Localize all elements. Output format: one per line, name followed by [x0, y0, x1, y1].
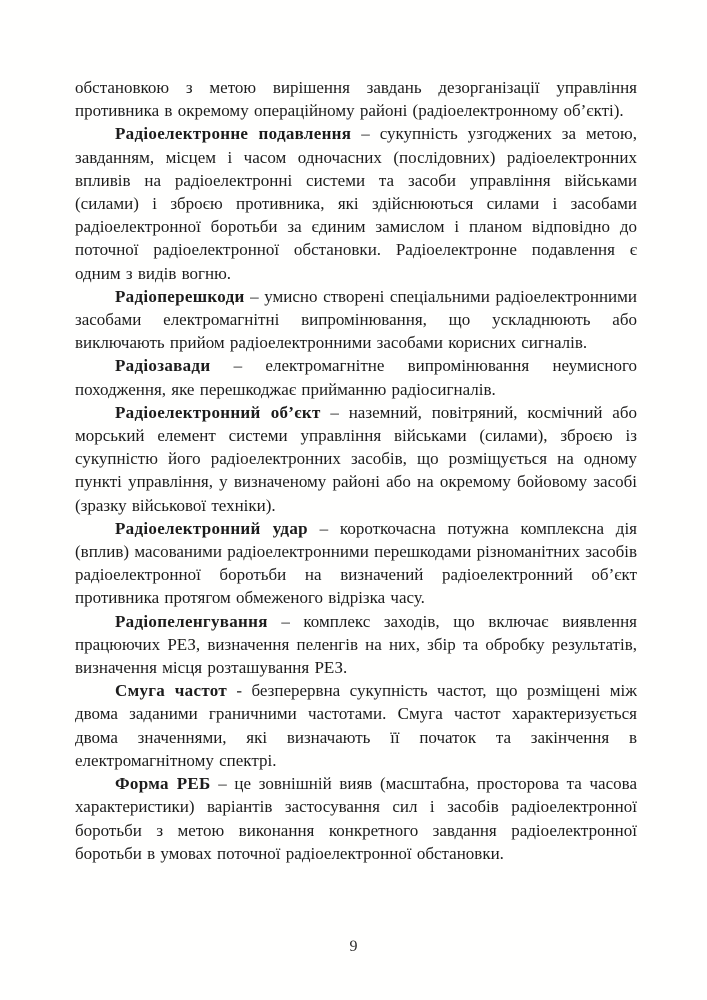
paragraph-continuation	[75, 76, 637, 122]
term-definition: – електромагнітне випромінювання неумисного походження, яке перешкоджає прийманню радіосигналів.	[75, 356, 637, 399]
paragraph-term-smuha-chastot	[75, 679, 637, 772]
term-label: Радіоперешкоди	[115, 286, 245, 306]
paragraph-term-radioelektronnyi-udar	[75, 517, 637, 610]
paragraph-term-radiozavady	[75, 354, 637, 400]
term-label: Смуга частот	[115, 681, 227, 701]
term-definition: - безперервна сукупність частот, що розміщені між двома заданими граничними частотами. Смуга частот характеризується двома значеннями, які визначають її початок та закінчення в електромагнітному спектрі.	[75, 681, 638, 770]
paragraph-term-radioelektronnyi-obiekt	[75, 401, 637, 517]
paragraph-term-radiopereshkody	[75, 285, 637, 355]
term-label: Радіозавади	[115, 356, 211, 376]
term-definition: – це зовнішній вияв (масштабна, просторова та часова характеристики) варіантів застосування сил і засобів радіоелектронної боротьби з метою виконання конкретного завдання радіоелектронної боротьби в умовах поточної радіоелектронної обстановки.	[75, 774, 637, 863]
paragraph-term-radiopelenhuvannia	[75, 610, 637, 680]
term-definition: – умисно створені спеціальними радіоелектронними засобами електромагнітні випромінювання, що ускладнюють або виключають прийом радіоелектронними засобами корисних сигналів.	[75, 286, 637, 353]
term-definition: – комплекс заходів, що включає виявлення працюючих РЕЗ, визначення пеленгів на них, збір та обробку результатів, визначення місця розташування РЕЗ.	[75, 611, 637, 678]
page-number: 9	[349, 938, 358, 955]
page-footer	[0, 938, 707, 956]
text-block	[75, 76, 637, 865]
paragraph-term-radioelektronne-podavlennia	[75, 122, 637, 284]
term-label: Радіопеленгування	[115, 611, 268, 631]
term-label: Радіоелектронний удар	[115, 518, 308, 538]
term-label: Радіоелектронне подавлення	[115, 124, 352, 144]
term-definition: – наземний, повітряний, космічний або морський елемент системи управління військами (силами), зброєю із сукупністю його радіоелектронних засобів, що розміщується на одному пункті управління, у визначеному районі або на окремому бойовому засобі (зразку військової техніки).	[75, 402, 637, 515]
term-label: Форма РЕБ	[115, 774, 211, 794]
paragraph-term-forma-reb	[75, 772, 637, 865]
term-definition: – короткочасна потужна комплексна дія (вплив) масованими радіоелектронними перешкодами різноманітних засобів радіоелектронної боротьби на визначений радіоелектронний об’єкт противника протягом обмеженого відрізка часу.	[75, 518, 638, 608]
term-label: Радіоелектронний об’єкт	[115, 402, 321, 422]
term-definition: – сукупність узгоджених за метою, завданням, місцем і часом одночасних (послідовних) радіоелектронних впливів на радіоелектронні системи та засоби управління військами (силами) і зброєю противника, які здійснюються силами і засобами радіоелектронної боротьби за єдиним замислом і планом відповідно до поточної радіоелектронної обстановки. Радіоелектронне подавлення є одним з видів вогню.	[75, 124, 637, 283]
paragraph-text: обстановкою з метою вирішення завдань дезорганізації управління противника в окремому операційному районі (радіоелектронному об’єкті).	[75, 78, 637, 121]
